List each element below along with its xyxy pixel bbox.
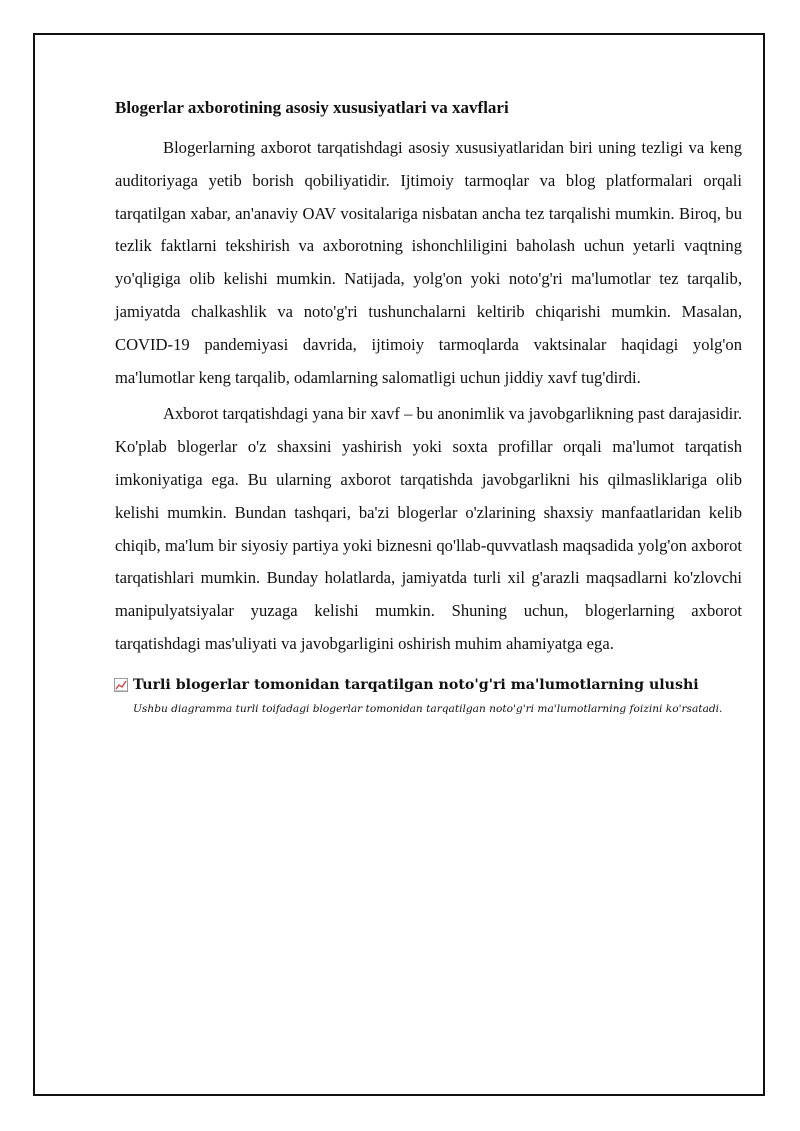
paragraph-1: Blogerlarning axborot tarqatishdagi asosiy xususiyatlaridan biri uning tezligi va keng auditoriyaga yetib borish qobiliyatidir. Ijtimoiy tarmoqlar va blog platformalari orqali tarqatilgan xabar, an'anaviy OAV vositalariga nisbatan ancha tez tarqalishi mumkin. Biroq, bu tezlik faktlarni tekshirish va axborotning ishonchliligini baholash uchun yetarli vaqtning yo'qligiga olib kelishi mumkin. Natijada, yolg'on yoki noto'g'ri ma'lumotlar tez tarqalib, jamiyatda chalkashlik va noto'g'ri tushunchalarni keltirib chiqarishi mumkin. Masalan, COVID-19 pandemiyasi davrida, ijtimoiy tarmoqlarda vaktsinalar haqidagi yolg'on ma'lumotlar keng tarqalib, odamlarning salomatligi uchun jiddiy xavf tug'dirdi. <box>115 138 742 387</box>
document-body <box>115 96 742 717</box>
figure-title-row <box>114 675 742 695</box>
figure-title: Turli blogerlar tomonidan tarqatilgan noto'g'ri ma'lumotlarning ulushi <box>133 676 699 693</box>
section-heading: Blogerlar axborotining asosiy xususiyatlari va xavflari <box>115 98 509 117</box>
chart-increasing-icon <box>114 678 128 692</box>
figure-caption: Ushbu diagramma turli toifadagi blogerlar tomonidan tarqatilgan noto'g'ri ma'lumotlarning foizini ko'rsatadi. <box>133 702 723 715</box>
paragraph-2: Axborot tarqatishdagi yana bir xavf – bu anonimlik va javobgarlikning past darajasidir. Ko'plab blogerlar o'z shaxsini yashirish yoki soxta profillar orqali ma'lumot tarqatish imkoniyatiga ega. Bu ularning axborot tarqatishda javobgarlikni his qilmasliklariga olib kelishi mumkin. Bundan tashqari, ba'zi blogerlar o'zlarining shaxsiy manfaatlaridan kelib chiqib, ma'lum bir siyosiy partiya yoki biznesni qo'llab-quvvatlash maqsadida yolg'on axborot tarqatishlari mumkin. Bunday holatlarda, jamiyatda turli xil g'arazli maqsadlarni ko'zlovchi manipulyatsiyalar yuzaga kelishi mumkin. Shuning uchun, blogerlarning axborot tarqatishdagi mas'uliyati va javobgarligini oshirish muhim ahamiyatga ega. <box>115 404 742 653</box>
